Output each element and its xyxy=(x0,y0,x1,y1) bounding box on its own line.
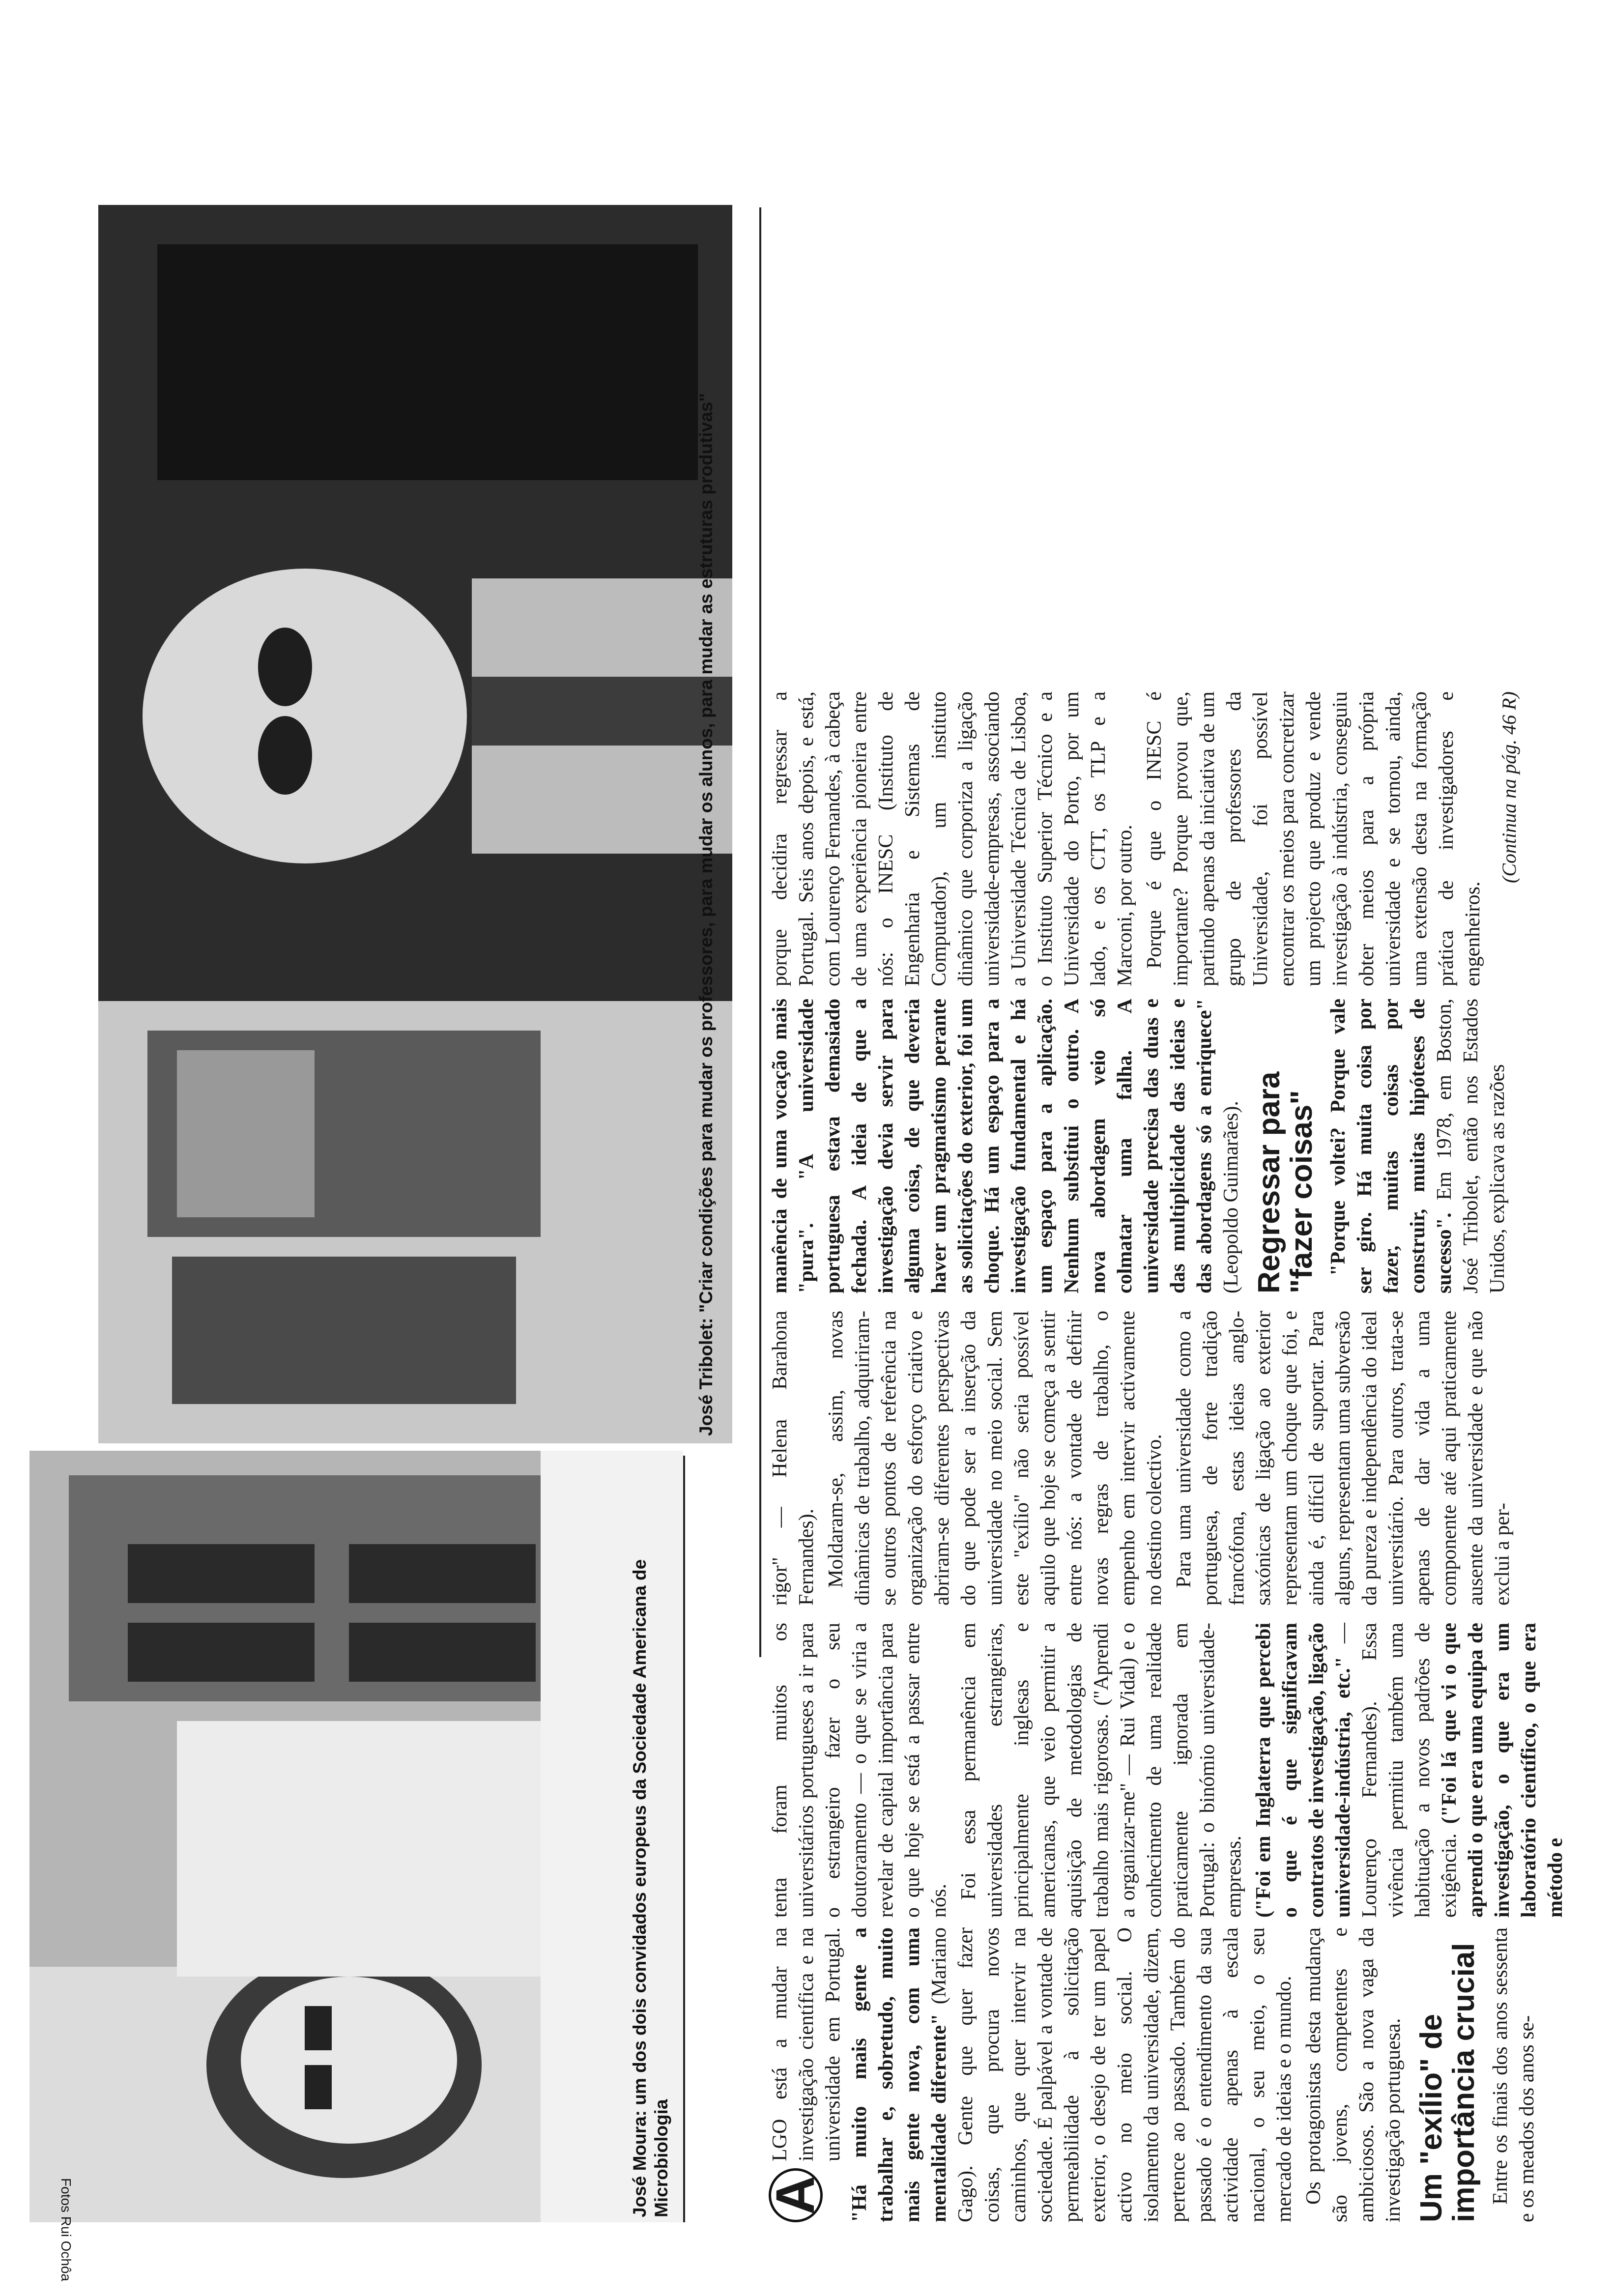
paragraph: Foi essa permanência em universidades estrangeiras, principalmente inglesas e americanas, que veio permitir a aquisição de metodologias de trabalho mais rigorosas. ("Aprendi a organizar-me" — Rui Vidal) e o conhecimento de uma realidade praticamente ignorada em Portugal: o binómio universidade-empresas. xyxy=(957,1623,1245,1918)
article-column-3 xyxy=(767,1311,1519,1606)
caption-jose-tribolet: José Tribolet: "Criar condições para mudar os professores, para mudar os alunos, para mudar as estruturas produtivas" xyxy=(696,393,716,1436)
caption-rule xyxy=(683,1456,685,2222)
photo-jose-moura xyxy=(29,1451,683,2222)
paragraph: rigor" — Helena Barahona Fernandes). xyxy=(769,1311,818,1606)
article-column-4 xyxy=(767,999,1514,1293)
article-column-2 xyxy=(767,1623,1572,1918)
paragraph: Porque é que o INESC é importante? Porque provou que, partindo apenas da iniciativa de um grupo de professores da Universidade, foi possível encontrar os meios para concretizar um projecto que produz e vende investigação à indústria, conseguiu obter meios para a própria universidade e se tornou, ainda, uma extensão desta na formação prática de investigadores e engenheiros. xyxy=(1143,691,1484,986)
paragraph: porque decidira regressar a Portugal. Seis anos depois, e está, com Lourenço Fernandes, à cabeça de uma experiência pioneira entre nós: o INESC (Instituto de Engenharia e Sistemas de Computador), um instituto dinâmico que corporiza a ligação universidade-empresas, associando a Universidade Técnica de Lisboa, o Instituto Superior Técnico e a Universidade do Porto, por um lado, e os CTT, os TLP e a Marconi, por outro. xyxy=(769,691,1136,986)
paragraph: Entre os finais dos anos sessenta e os meados dos anos se- xyxy=(1489,1927,1538,2222)
continued-note: (Continua na pág. 46 R) xyxy=(1498,691,1520,883)
article-top-rule xyxy=(759,207,761,1657)
lead-text: LGO está a mudar na investigação científica e na universidade em Portugal. xyxy=(769,1927,844,2161)
dropcap-letter: A xyxy=(769,2168,823,2222)
photo-jose-tribolet-image xyxy=(98,205,732,1443)
paragraph: Para uma universidade como a portuguesa, de forte tradição francófona, estas ideias anglo-saxónicas de ligação ao exterior representam um choque que foi, e ainda é, difícil de suportar. Para alguns, representam uma subversão da pureza e independência do ideal universitário. Para outros, trata-se apenas de dar vida a uma componente até aqui praticamente ausente da universidade e que não exclui a per- xyxy=(1173,1311,1514,1606)
paragraph: Moldaram-se, assim, novas dinâmicas de trabalho, adquiriram-se outros pontos de referência na organização do esforço criativo e abriram-se diferentes perspectivas do que pode ser a inserção da universidade no meio social. Sem este "exílio" não seria possível aquilo que hoje se começa a sentir entre nós: a vontade de definir novas regras de trabalho, o empenho em intervir activamente no destino colectivo. xyxy=(825,1311,1166,1606)
quote-porque-voltei: "Porque voltei? Porque vale ser giro. Há muita coisa por fazer, muitas coisas por construir, muitas hipóteses de sucesso". xyxy=(1327,999,1456,1293)
paragraph-continuation: — Lourenço Fernandes). Essa vivência permitiu também uma habituação a novos padrões de exigência. xyxy=(1332,1623,1461,1918)
caption-jose-moura: José Moura: um dos dois convidados europeus da Sociedade Americana de Microbiologia xyxy=(630,1559,671,2217)
lead-continuation: (Mariano Gago). Gente que quer fazer coisas, que procura novos caminhos, que quer intervir na sociedade. É palpável a vontade de permeabilidade à solicitação exterior, o desejo de ter um papel activo no meio social. O isolamento da universidade, dizem, pertence ao passado. Também do passado é o entendimento da sua actividade apenas à escala nacional, o seu meio, o seu mercado de ideias e o mundo. xyxy=(928,1927,1295,2222)
paragraph: Os protagonistas desta mudança são jovens, competentes e ambiciosos. São a nova vaga da investigação portuguesa. xyxy=(1302,1927,1405,2222)
quote-inglaterra: ("Foi em Inglaterra que percebi o que é que significavam contratos de investigação, ligação universidade-indústria, etc." xyxy=(1252,1623,1354,1918)
photo-jose-moura-image xyxy=(29,1451,683,2222)
quote-attribution: (Leopoldo Guimarães). xyxy=(1220,1101,1242,1293)
paragraph-continuation: Em 1978, em Boston, José Tribolet, então nos Estados Unidos, explicava as razões xyxy=(1433,998,1509,1293)
article-column-5 xyxy=(767,691,1523,986)
subheading-regressar: Regressar para "fazer coisas" xyxy=(1252,1071,1319,1293)
quote-universidade-fechada: manência de uma vocação mais "pura". "A universidade portuguesa estava demasiado fechada. A ideia de que a investigação devia servir para alguma coisa, de que deveria haver um pragmatismo perante as solicitações do exterior, foi um choque. Há um espaço para a investigação fundamental e há um espaço para a aplicação. Nenhum substitui o outro. A nova abordagem veio só colmatar uma falha. A universidade precisa das duas e das multiplicidade das ideias e das abordagens só a enriquece" xyxy=(769,999,1216,1293)
photo-jose-tribolet xyxy=(98,205,732,1443)
paragraph: tenta foram muitos os universitários portugueses a ir para o estrangeiro fazer o seu doutoramento — o que se viria a revelar de capital importância para o que hoje se está a passar entre nós. xyxy=(769,1623,950,1918)
quote-equipa: ("Foi lá que vi o que aprendi o que era uma equipa de investigação, o que era um laboratório científico, o que era método e xyxy=(1438,1622,1567,1918)
lead-quote: "Há muito mais gente a trabalhar e, sobretudo, muito mais gente nova, com uma mentalidade diferente" xyxy=(848,1927,950,2222)
subheading-exilio: Um "exílio" de importância crucial xyxy=(1414,1943,1481,2222)
photo-credit: Fotos Rui Ochôa xyxy=(58,2178,74,2282)
article-column-1 xyxy=(767,1927,1543,2222)
